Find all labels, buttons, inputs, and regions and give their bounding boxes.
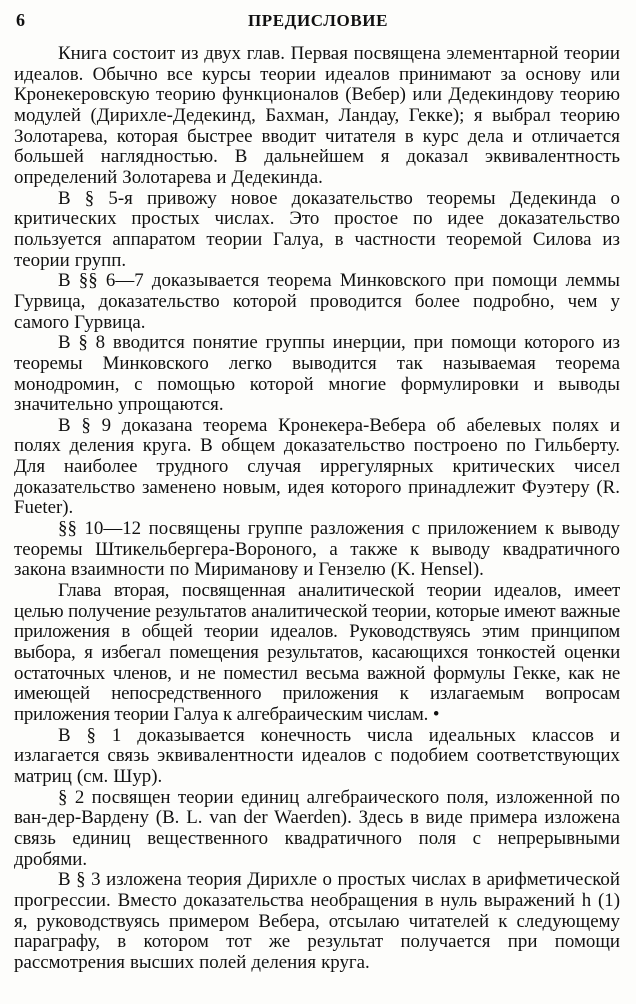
paragraph-ch2-section-1: В § 1 доказывается конечность числа идеальных классов и излагается связь эквивалентности идеалов с подобием соответствующих матриц (см. Шур).	[14, 724, 620, 787]
paragraph-section-5: В § 5-я привожу новое доказательство теоремы Дедекинда о критических простых числах. Это простое по идее доказательство пользуется аппаратом теории Галуа, в частности теоремой Силова из теории групп.	[14, 187, 620, 271]
paragraph-chapter-two: Глава вторая, посвященная аналитической теории идеалов, имеет целью получение результатов аналитической теории, которые имеют важные приложения в общей теории идеалов. Руководствуясь этим принципом выбора, я избегал помещения результатов, касающихся тонкостей оценки остаточных членов, и не поместил весьма важной формулы Гекке, как не имеющей непосредственного приложения к излагаемым вопросам приложения теории Галуа к алгебраическим числам. •	[14, 580, 620, 725]
page-number: 6	[16, 10, 26, 30]
paragraph-ch2-section-2: § 2 посвящен теории единиц алгебраического поля, изложенной по ван-дер-Вардену (B. L. van der Waerden). Здесь в виде примера изложена связь единиц вещественного квадратичного поля с непрерывными дробями.	[14, 786, 620, 870]
running-head: ПРЕДИСЛОВИЕ	[247, 11, 389, 30]
paragraph-intro: Книга состоит из двух глав. Первая посвящена элементарной теории идеалов. Обычно все курсы теории идеалов принимают за основу или Кронекеровскую теорию функционалов (Вебер) или Дедекиндову теорию модулей (Дирихле-Дедекинд, Бахман, Ландау, Гекке); я выбрал теорию Золотарева, которая быстрее вводит читателя в курс дела и отличается большей наглядностью. В дальнейшем я доказал эквивалентность определений Золотарева и Дедекинда.	[14, 43, 620, 188]
paragraph-section-8: В § 8 вводится понятие группы инерции, при помощи которого из теоремы Минковского легко выводится так называемая теорема монодромин, с помощью которой многие формулировки и выводы значительно упрощаются.	[14, 332, 620, 416]
paragraph-sections-6-7: В §§ 6—7 доказывается теорема Минковского при помощи леммы Гурвица, доказательство которой проводится более подробно, чем у самого Гурвица.	[14, 270, 620, 333]
body-text	[14, 44, 620, 974]
paragraph-ch2-section-3: В § 3 изложена теория Дирихле о простых числах в арифметической прогрессии. Вместо доказательства необращения в нуль выражений h (1) я, руководствуясь примером Вебера, отсылаю читателей к следующему параграфу, в котором тот же результат получается при помощи рассмотрения высших полей деления круга.	[14, 869, 620, 973]
paragraph-sections-10-12: §§ 10—12 посвящены группе разложения с приложением к выводу теоремы Штикельбергера-Вороного, а также к выводу квадратичного закона взаимности по Мириманову и Гензелю (K. Hensel).	[14, 518, 620, 581]
paragraph-section-9: В § 9 доказана теорема Кронекера-Вебера об абелевых полях и полях деления круга. В общем доказательство построено по Гильберту. Для наиболее трудного случая иррегулярных критических чисел доказательство заменено новым, идея которого принадлежит Фуэтеру (R. Fueter).	[14, 414, 620, 519]
page-header	[14, 10, 622, 32]
